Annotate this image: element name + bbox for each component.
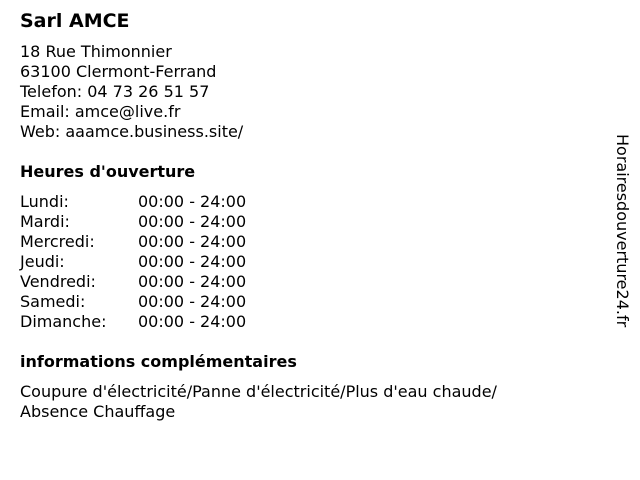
hours-table: [20, 192, 590, 332]
hours-heading: Heures d'ouverture: [20, 162, 196, 181]
phone-line: Telefon: 04 73 26 51 57: [20, 82, 210, 101]
hours-time: 00:00 - 24:00: [138, 232, 247, 251]
hours-row-saturday: [20, 292, 590, 312]
info-heading: informations complémentaires: [20, 352, 297, 371]
business-name: Sarl AMCE: [20, 10, 130, 32]
site-watermark: Horairesdouverture24.fr: [613, 134, 632, 328]
hours-time: 00:00 - 24:00: [138, 212, 247, 231]
info-text: Coupure d'électricité/Panne d'électricité/Plus d'eau chaude/Absence Chauffage: [20, 382, 497, 421]
address-city: 63100 Clermont-Ferrand: [20, 62, 217, 81]
hours-day: Dimanche:: [20, 312, 107, 331]
hours-row-sunday: [20, 312, 590, 332]
hours-day: Vendredi:: [20, 272, 96, 291]
hours-day: Lundi:: [20, 192, 69, 211]
hours-day: Mercredi:: [20, 232, 95, 251]
business-card: [20, 8, 590, 422]
hours-day: Mardi:: [20, 212, 70, 231]
hours-time: 00:00 - 24:00: [138, 292, 247, 311]
hours-time: 00:00 - 24:00: [138, 272, 247, 291]
hours-time: 00:00 - 24:00: [138, 192, 247, 211]
hours-time: 00:00 - 24:00: [138, 312, 247, 331]
hours-row-tuesday: [20, 212, 590, 232]
web-line: Web: aaamce.business.site/: [20, 122, 244, 141]
hours-day: Jeudi:: [20, 252, 65, 271]
hours-row-friday: [20, 272, 590, 292]
hours-row-monday: [20, 192, 590, 212]
email-line: Email: amce@live.fr: [20, 102, 181, 121]
hours-day: Samedi:: [20, 292, 86, 311]
hours-row-wednesday: [20, 232, 590, 252]
hours-row-thursday: [20, 252, 590, 272]
address-street: 18 Rue Thimonnier: [20, 42, 172, 61]
hours-time: 00:00 - 24:00: [138, 252, 247, 271]
